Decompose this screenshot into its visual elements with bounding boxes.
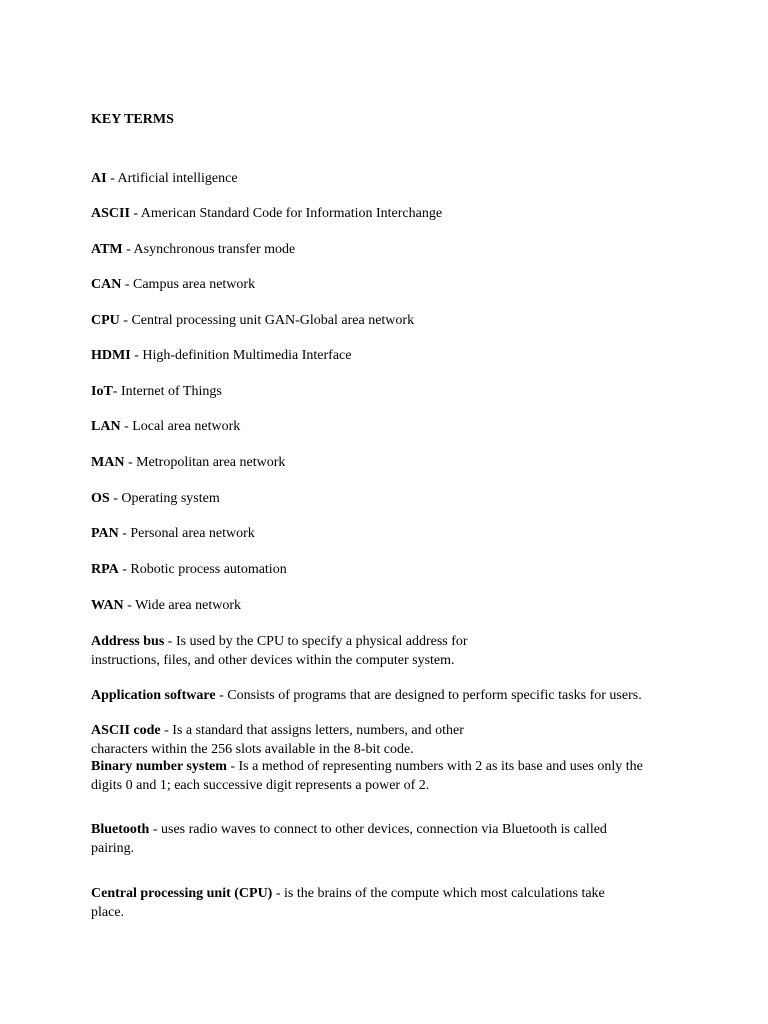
abbreviation-entry-cpu [91, 311, 691, 330]
definition-continuation: pairing. [91, 841, 135, 856]
abbreviation-entry-man [91, 453, 691, 472]
definition-entry-bluetooth [91, 820, 691, 858]
entry-definition: - Artificial intelligence [106, 171, 238, 186]
abbreviation-entry-can [91, 275, 691, 294]
entry-term: WAN [91, 598, 124, 613]
entry-term: OS [91, 491, 110, 506]
definition-continuation: characters within the 256 slots available in the 8-bit code. [91, 742, 414, 757]
entry-definition: - Operating system [109, 491, 220, 506]
definition-entry-ascii-code [91, 721, 691, 759]
entry-definition: - Metropolitan area network [124, 455, 286, 470]
abbreviation-entry-hdmi [91, 346, 691, 365]
definition-continuation: place. [91, 905, 125, 920]
entry-definition: - Central processing unit GAN-Global area network [119, 313, 415, 328]
entry-definition: - Is a standard that assigns letters, numbers, and other [160, 723, 464, 738]
definition-continuation: instructions, files, and other devices within the computer system. [91, 653, 455, 668]
abbreviation-entry-os [91, 489, 691, 508]
abbreviation-entry-lan [91, 417, 691, 436]
entry-term: CAN [91, 277, 122, 292]
definition-entry-central-processing-unit [91, 884, 691, 922]
entry-definition: - Wide area network [123, 598, 242, 613]
entry-term: Application software [91, 688, 216, 703]
entry-definition: - American Standard Code for Information Interchange [129, 206, 443, 221]
entry-definition: - is the brains of the compute which most calculations take [272, 886, 605, 901]
entry-term: Address bus [91, 634, 165, 649]
abbreviation-entry-pan [91, 524, 691, 543]
abbreviation-entry-ascii [91, 204, 691, 223]
entry-term: Central processing unit (CPU) [91, 886, 273, 901]
definition-entry-address-bus [91, 632, 691, 670]
entry-term: Bluetooth [91, 822, 150, 837]
entry-term: RPA [91, 562, 119, 577]
entry-term: CPU [91, 313, 120, 328]
entry-term: HDMI [91, 348, 131, 363]
definition-entry-application-software [91, 686, 691, 705]
entry-definition: - Campus area network [121, 277, 256, 292]
entry-term: ASCII code [91, 723, 161, 738]
entry-definition: - Asynchronous transfer mode [122, 242, 296, 257]
definition-line [91, 757, 691, 776]
definition-line [91, 686, 691, 705]
entry-definition: - Personal area network [118, 526, 255, 541]
entry-definition: - Consists of programs that are designed to perform specific tasks for users. [215, 688, 642, 703]
entry-definition: - Internet of Things [112, 384, 222, 399]
entry-term: ASCII [91, 206, 130, 221]
definition-line [91, 632, 691, 651]
entry-term: Binary number system [91, 759, 227, 774]
abbreviation-entry-rpa [91, 560, 691, 579]
entry-definition: - Is a method of representing numbers with 2 as its base and uses only the [226, 759, 643, 774]
definition-entry-binary-number-system [91, 757, 691, 795]
abbreviation-entry-iot [91, 382, 691, 401]
entry-term: LAN [91, 419, 121, 434]
entry-definition: - uses radio waves to connect to other devices, connection via Bluetooth is called [149, 822, 607, 837]
entry-term: IoT [91, 384, 113, 399]
definition-line [91, 721, 691, 740]
abbreviation-entry-wan [91, 596, 691, 615]
entry-definition: - High-definition Multimedia Interface [130, 348, 352, 363]
abbreviation-entry-atm [91, 240, 691, 259]
entry-term: ATM [91, 242, 123, 257]
page-heading: KEY TERMS [91, 112, 174, 127]
entry-term: PAN [91, 526, 119, 541]
abbreviation-entry-ai [91, 169, 691, 188]
entry-term: AI [91, 171, 107, 186]
definition-line [91, 884, 691, 903]
definition-line [91, 820, 691, 839]
entry-term: MAN [91, 455, 125, 470]
definition-continuation: digits 0 and 1; each successive digit represents a power of 2. [91, 778, 430, 793]
entry-definition: - Local area network [120, 419, 241, 434]
entry-definition: - Robotic process automation [118, 562, 287, 577]
entry-definition: - Is used by the CPU to specify a physical address for [164, 634, 468, 649]
